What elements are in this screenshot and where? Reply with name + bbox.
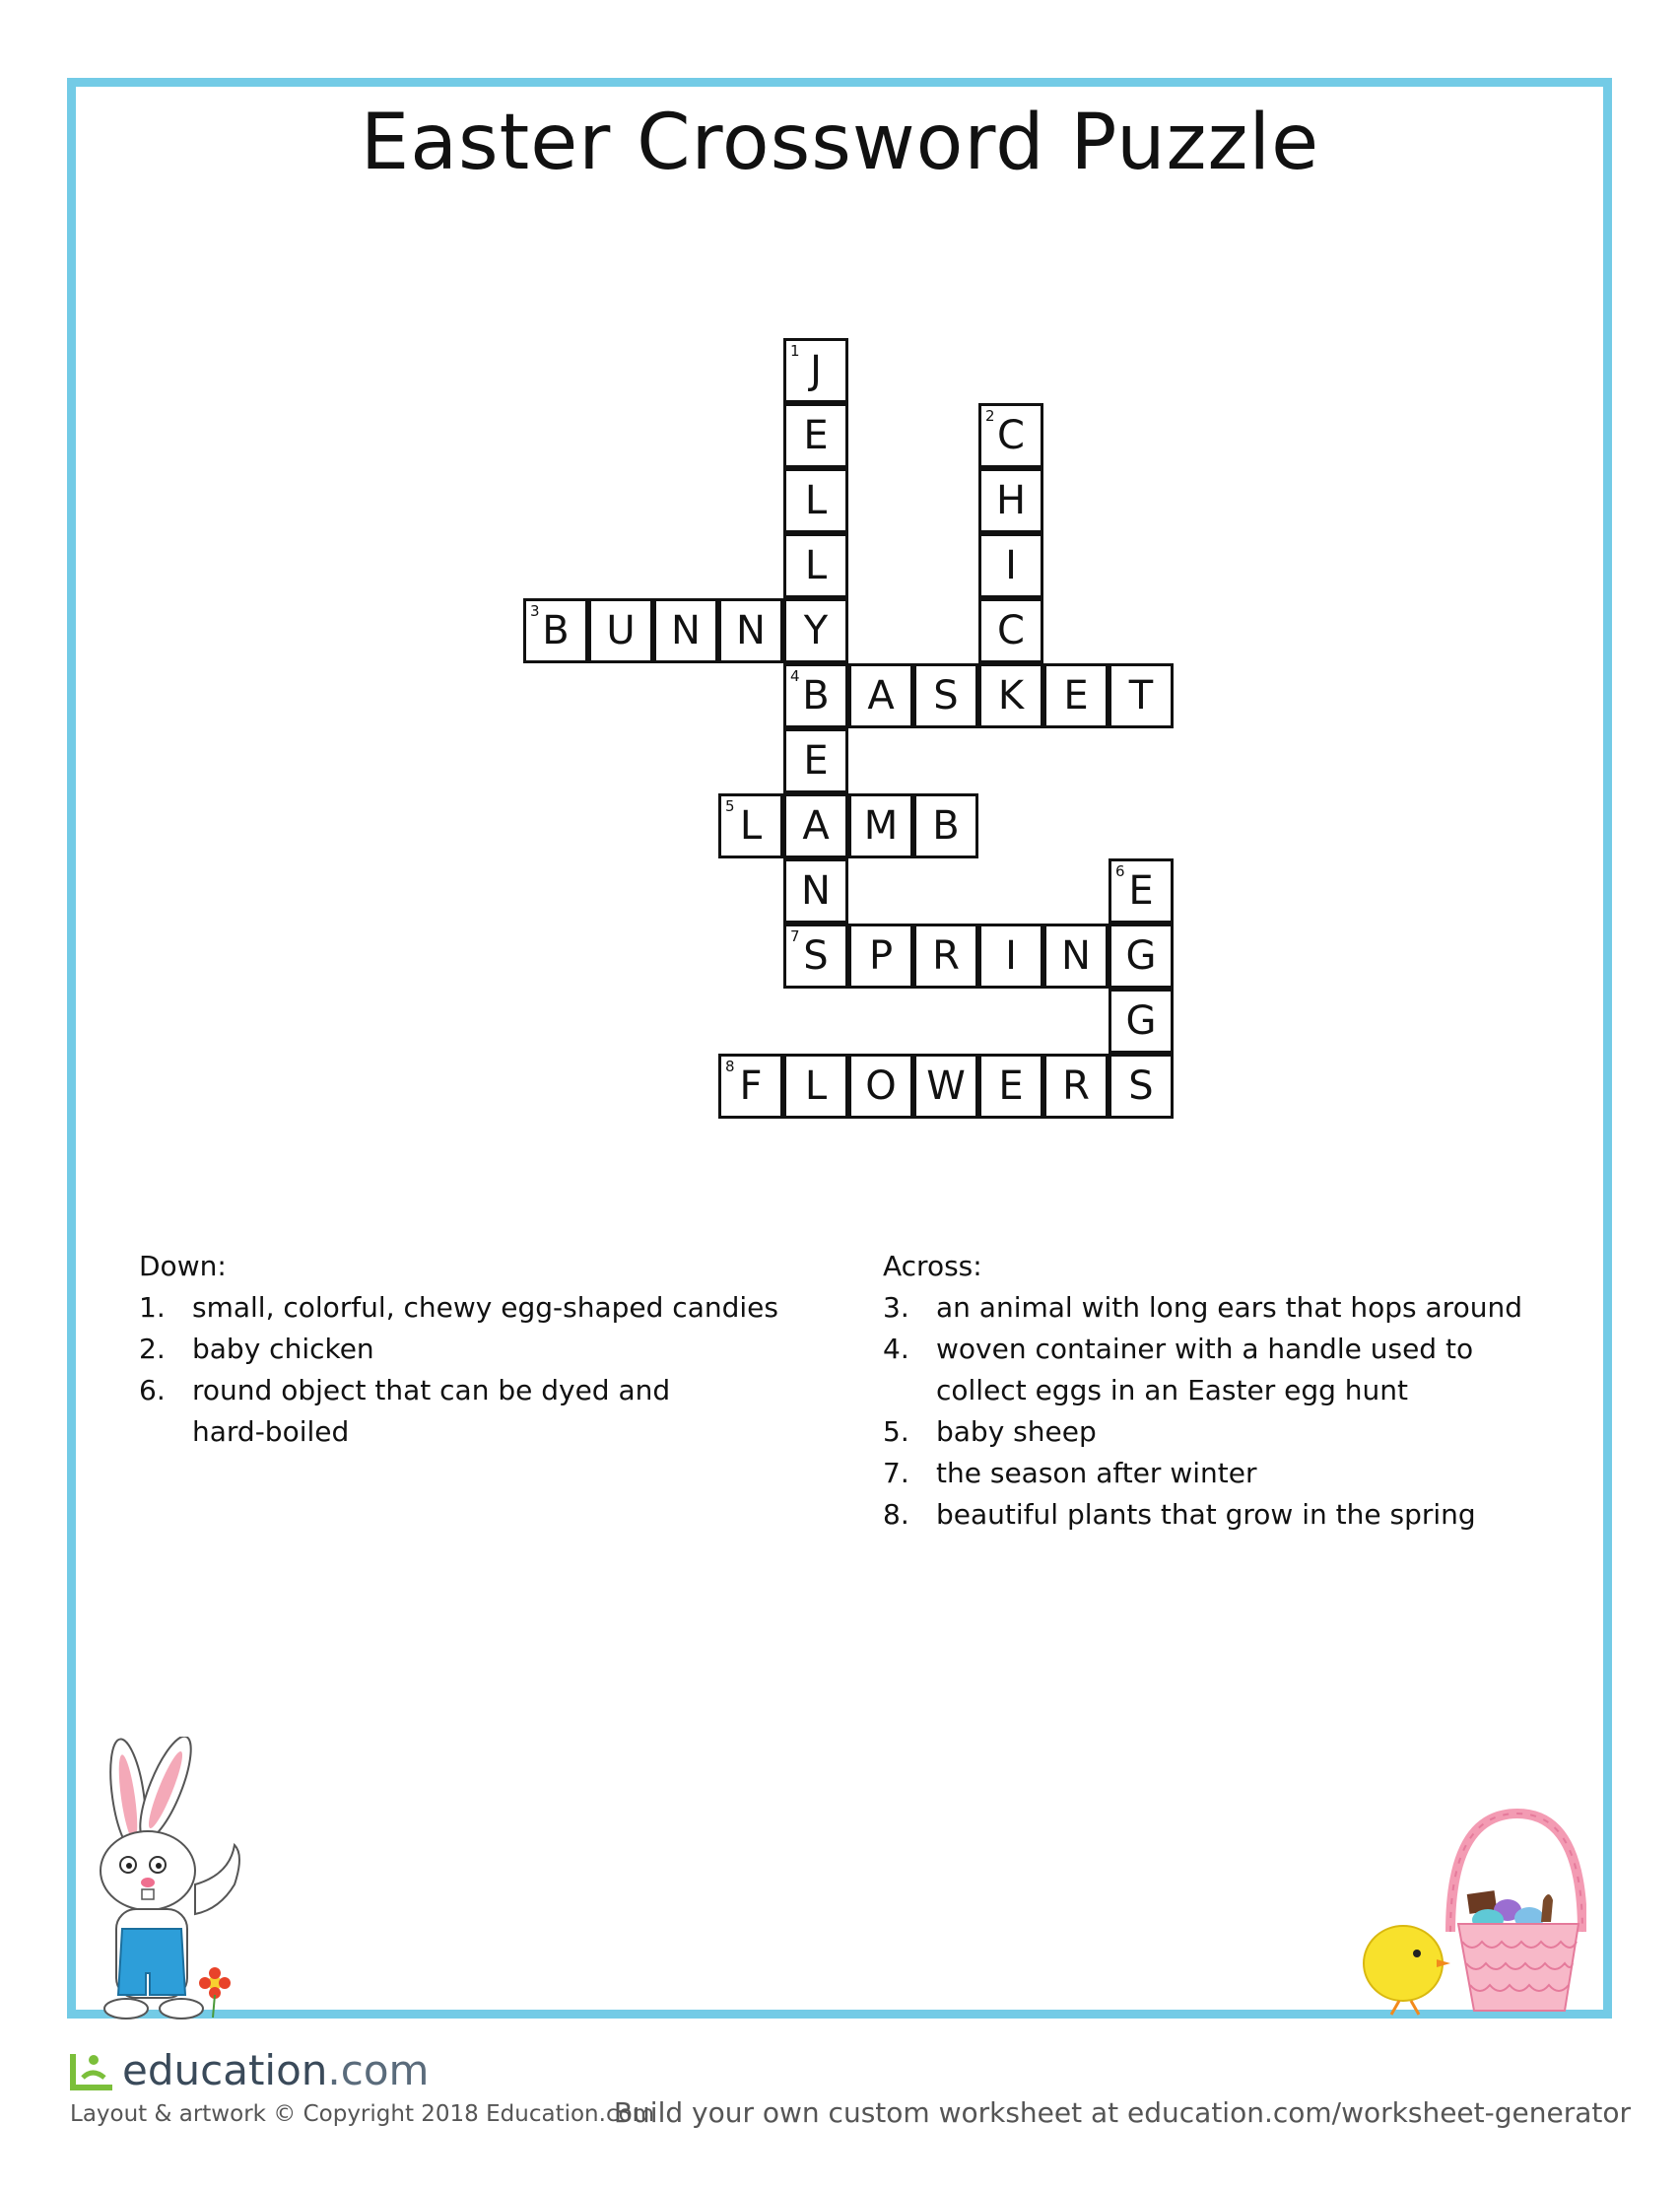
cell-letter: S [803,933,829,979]
cell-letter: S [933,673,959,719]
crossword-cell [978,533,1043,598]
crossword-cell [978,663,1043,728]
crossword-cell [783,793,848,858]
clue-text: round object that can be dyed and hard-boiled [192,1374,671,1448]
cell-letter: B [802,673,830,719]
clue-item [139,1370,685,1453]
crossword-cell [848,793,913,858]
crossword-cell [848,1054,913,1119]
cell-letter: E [803,738,829,784]
cell-letter: T [1128,673,1154,719]
logo-wordmark [122,2046,429,2094]
logo-suffix: .com [327,2046,430,2094]
crossword-cell [913,793,978,858]
clue-number: 2. [139,1333,166,1365]
crossword-cell [783,924,848,989]
clue-text: baby sheep [936,1415,1097,1448]
clue-text: woven container with a handle used to collect eggs in an Easter egg hunt [936,1333,1474,1406]
cell-letter: L [739,803,763,849]
clue-number-label: 4 [790,667,800,685]
crossword-cell [588,598,653,663]
clue-number-label: 1 [790,342,800,360]
clue-number: 4. [883,1333,909,1365]
cell-letter: E [998,1063,1024,1109]
clue-number-label: 5 [725,797,735,815]
education-logo [69,2046,429,2094]
clue-item [139,1287,829,1329]
cell-letter: N [671,608,701,653]
clue-text: beautiful plants that grow in the spring [936,1498,1476,1531]
clue-text: baby chicken [192,1333,374,1365]
clue-number-label: 2 [985,407,995,425]
book-icon [69,2048,116,2093]
crossword-cell [1043,663,1109,728]
crossword-cell [978,468,1043,533]
crossword-cell [783,598,848,663]
cell-letter: B [932,803,960,849]
cell-letter: I [1005,933,1017,979]
cell-letter: A [802,803,830,849]
cell-letter: F [739,1063,763,1109]
crossword-cell [523,598,588,663]
cell-letter: M [863,803,899,849]
bunny-illustration [87,1737,254,2022]
crossword-cell [913,663,978,728]
cell-letter: C [997,413,1025,458]
page-title: Easter Crossword Puzzle [360,99,1320,187]
across-clues [883,1246,1573,1536]
crossword-cell [913,924,978,989]
clue-item [883,1494,1573,1536]
cell-letter: E [1128,868,1154,914]
cell-letter: N [801,868,831,914]
copyright-text: Layout & artwork © Copyright 2018 Education.com [70,2101,655,2127]
cell-letter: N [1061,933,1091,979]
clue-item [883,1329,1547,1411]
cell-letter: C [997,608,1025,653]
clue-number-label: 8 [725,1058,735,1075]
cell-letter: O [865,1063,897,1109]
cell-letter: L [804,543,828,588]
cell-letter: N [736,608,766,653]
crossword-cell [848,663,913,728]
crossword-cell [913,1054,978,1119]
cell-letter: E [1063,673,1089,719]
crossword-cell [783,468,848,533]
crossword-cell [1043,924,1109,989]
logo-name: education [122,2046,328,2094]
cell-letter: L [804,478,828,523]
crossword-cell [1109,858,1174,924]
cell-letter: G [1125,933,1157,979]
crossword-cell [978,1054,1043,1119]
down-clues [139,1246,829,1453]
cell-letter: B [542,608,570,653]
down-heading: Down: [139,1250,227,1282]
crossword-cell [783,403,848,468]
clue-number: 6. [139,1374,166,1406]
clue-text: an animal with long ears that hops around [936,1291,1522,1324]
cell-letter: H [995,478,1027,523]
crossword-cell [718,793,783,858]
crossword-cell [783,728,848,793]
crossword-cell [978,598,1043,663]
cell-letter: R [932,933,960,979]
crossword-cell [848,924,913,989]
crossword-cell [783,533,848,598]
crossword-cell [718,1054,783,1119]
crossword-cell [1109,924,1174,989]
cell-letter: E [803,413,829,458]
crossword-cell [783,663,848,728]
clue-item [883,1411,1573,1453]
cell-letter: J [810,348,822,393]
cell-letter: A [867,673,895,719]
cell-letter: G [1125,998,1157,1044]
clue-number-label: 7 [790,927,800,945]
crossword-cell [1043,1054,1109,1119]
crossword-cell [783,858,848,924]
clue-number-label: 3 [530,602,540,620]
cell-letter: P [868,933,894,979]
crossword-cell [783,1054,848,1119]
worksheet-generator-link[interactable]: Build your own custom worksheet at education.com/worksheet-generator [613,2096,1631,2129]
clue-text: the season after winter [936,1457,1257,1489]
crossword-cell [1109,989,1174,1054]
cell-letter: W [926,1063,966,1109]
cell-letter: I [1005,543,1017,588]
cell-letter: K [997,673,1025,719]
chick-basket-illustration [1360,1794,1586,2020]
clue-number: 3. [883,1291,909,1324]
clue-number: 1. [139,1291,166,1324]
clue-item [883,1453,1573,1494]
crossword-cell [1109,1054,1174,1119]
crossword-cell [978,924,1043,989]
cell-letter: S [1128,1063,1154,1109]
crossword-cell [978,403,1043,468]
clue-number-label: 6 [1115,862,1125,880]
crossword-cell [653,598,718,663]
clue-number: 8. [883,1498,909,1531]
crossword-cell [718,598,783,663]
cell-letter: Y [803,608,829,653]
cell-letter: L [804,1063,828,1109]
cell-letter: U [606,608,636,653]
clue-item [883,1287,1573,1329]
clue-text: small, colorful, chewy egg-shaped candies [192,1291,778,1324]
crossword-cell [1109,663,1174,728]
clue-item [139,1329,829,1370]
cell-letter: R [1062,1063,1090,1109]
clue-number: 5. [883,1415,909,1448]
crossword-cell [783,338,848,403]
across-heading: Across: [883,1250,982,1282]
clue-number: 7. [883,1457,909,1489]
